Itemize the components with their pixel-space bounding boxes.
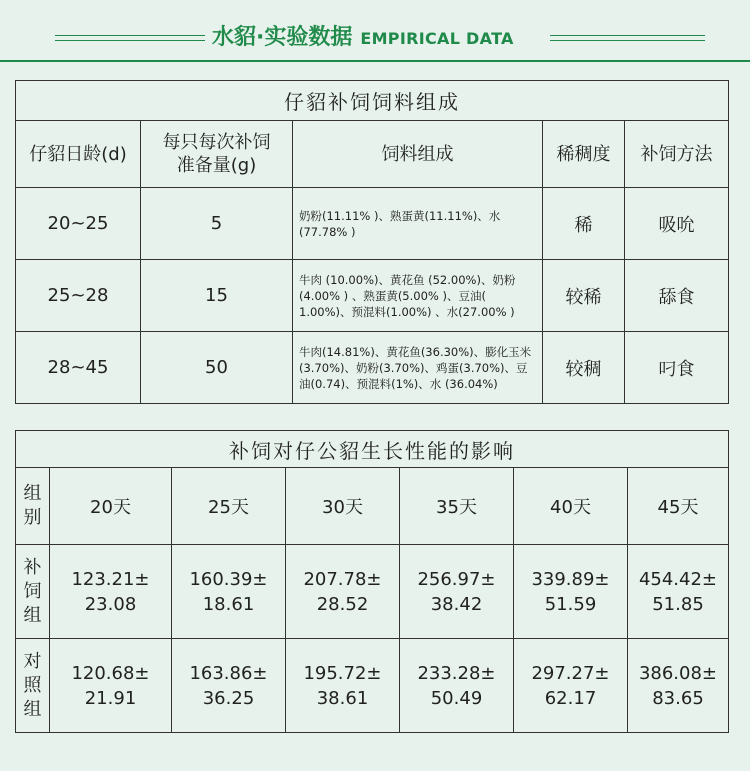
value-text: 454.42± 51.85 (638, 568, 718, 615)
group-label-text: 对照组 (23, 650, 42, 720)
growth-table-title: 补饲对仔公貂生长性能的影响 (16, 431, 729, 468)
day-header-cell: 35天 (400, 468, 514, 545)
group-label-cell (16, 545, 50, 639)
col-header-method: 补饲方法 (625, 121, 729, 188)
method-cell: 叼食 (625, 332, 729, 404)
value-text: 233.28± 50.49 (417, 662, 496, 709)
value-text: 207.78± 28.52 (303, 568, 382, 615)
day-header-cell: 20天 (50, 468, 172, 545)
age-cell: 28~45 (16, 332, 141, 404)
header-divider-left (55, 35, 205, 36)
composition-cell: 牛肉(14.81%)、黄花鱼(36.30%)、膨化玉米(3.70%)、奶粉(3.70%)、鸡蛋(3.70%)、豆油(0.74)、预混料(1%)、水 (36.04%) (293, 332, 543, 404)
value-text: 160.39± 18.61 (189, 568, 268, 615)
value-cell (50, 545, 172, 639)
page-title-cn: 水貂·实验数据 (212, 25, 353, 50)
value-cell (286, 545, 400, 639)
value-text: 163.86± 36.25 (189, 662, 268, 709)
value-text: 256.97± 38.42 (417, 568, 496, 615)
col-header-amount (141, 121, 293, 188)
group-label-cell (16, 639, 50, 733)
value-cell (514, 639, 628, 733)
value-text: 123.21± 23.08 (71, 568, 150, 615)
value-cell (286, 639, 400, 733)
age-cell: 20~25 (16, 188, 141, 260)
value-text: 120.68± 21.91 (71, 662, 150, 709)
feed-table-title: 仔貂补饲饲料组成 (16, 81, 729, 121)
page-header (0, 0, 750, 62)
method-cell: 吸吮 (625, 188, 729, 260)
header-divider-right (550, 35, 705, 36)
growth-performance-table (15, 430, 729, 733)
table-row (16, 188, 729, 260)
amount-cell: 5 (141, 188, 293, 260)
feed-table-header-row (16, 121, 729, 188)
value-cell (172, 545, 286, 639)
table-row (16, 332, 729, 404)
amount-cell: 15 (141, 260, 293, 332)
feed-composition-table (15, 80, 729, 404)
value-text: 386.08± 83.65 (638, 662, 718, 709)
group-label-text: 补饲组 (23, 556, 42, 626)
value-text: 339.89± 51.59 (531, 568, 610, 615)
consistency-cell: 较稠 (543, 332, 625, 404)
header-divider-left-2 (55, 40, 205, 41)
value-cell (514, 545, 628, 639)
value-cell (628, 545, 729, 639)
composition-cell: 牛肉 (10.00%)、黄花鱼 (52.00%)、奶粉(4.00% ) 、熟蛋黄(5.00% )、豆油( 1.00%)、预混料(1.00%) 、水(27.00% ) (293, 260, 543, 332)
group-header-cell (16, 468, 50, 545)
value-cell (172, 639, 286, 733)
page-title-en: EMPIRICAL DATA (360, 29, 514, 48)
day-header-cell: 25天 (172, 468, 286, 545)
header-divider-right-2 (550, 40, 705, 41)
composition-cell: 奶粉(11.11% )、熟蛋黄(11.11%)、水(77.78% ) (293, 188, 543, 260)
method-cell: 舔食 (625, 260, 729, 332)
amount-cell: 50 (141, 332, 293, 404)
day-header-cell: 40天 (514, 468, 628, 545)
table-row (16, 639, 729, 733)
value-cell (400, 545, 514, 639)
value-cell (400, 639, 514, 733)
page-title (212, 20, 514, 52)
day-header-cell: 45天 (628, 468, 729, 545)
col-header-amount-text: 每只每次补饲 准备量(g) (162, 132, 271, 176)
value-cell (50, 639, 172, 733)
col-header-age: 仔貂日龄(d) (16, 121, 141, 188)
consistency-cell: 较稀 (543, 260, 625, 332)
value-text: 195.72± 38.61 (303, 662, 382, 709)
age-cell: 25~28 (16, 260, 141, 332)
group-header-text: 组别 (23, 483, 42, 528)
growth-table-header-row (16, 468, 729, 545)
col-header-consistency: 稀稠度 (543, 121, 625, 188)
day-header-cell: 30天 (286, 468, 400, 545)
consistency-cell: 稀 (543, 188, 625, 260)
table-row (16, 545, 729, 639)
col-header-composition: 饲料组成 (293, 121, 543, 188)
value-cell (628, 639, 729, 733)
value-text: 297.27± 62.17 (531, 662, 610, 709)
table-row (16, 260, 729, 332)
